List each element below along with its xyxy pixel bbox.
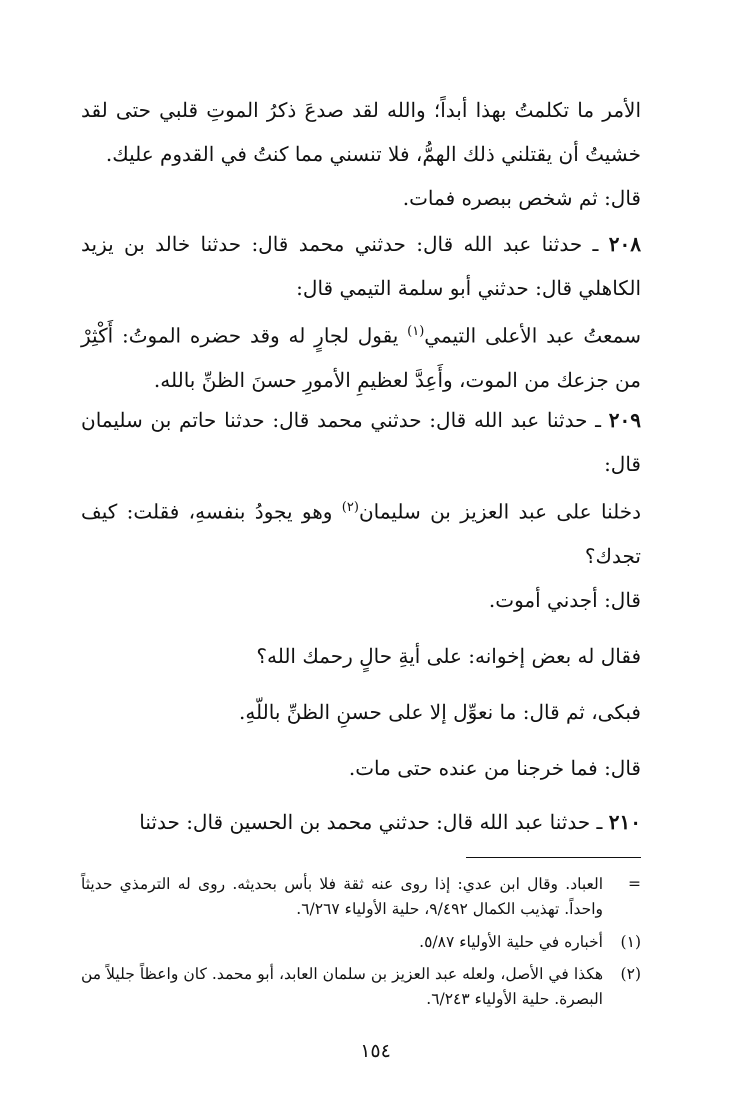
narration-208: [81, 222, 641, 310]
footnote-text: هكذا في الأصل، ولعله عبد العزيز بن سلمان العابد، أبو محمد. كان واعظاً جليلاً من البصرة. حلية الأولياء ٦/٢٤٣.: [81, 965, 603, 1008]
paragraph-weeping: فبكى، ثم قال: ما نعوِّل إلا على حسنِ الظنِّ باللّهِ.: [238, 700, 641, 724]
narration-209: [81, 398, 641, 486]
isnad-text: ـ حدثنا عبد الله قال: حدثني محمد قال: حدثنا خالد بن يزيد الكاهلي قال: حدثني أبو سلمة التيمي قال:: [81, 232, 641, 300]
paragraph-continuation: الأمر ما تكلمتُ بهذا أبداً؛ والله لقد صدعَ ذكرُ الموتِ قلبي حتى لقد خشيتُ أن يقتلني ذلك الهمُّ، فلا تنسني مما كنتُ في القدوم عليك.: [81, 98, 641, 166]
paragraph-abd-al-aziz-visit: دخلنا على عبد العزيز بن سليمان$^{(٢)}$ وهو يجودُ بنفسهِ، فقلت: كيف تجدك؟: [81, 499, 641, 568]
paragraph-brother-question: فقال له بعض إخوانه: على أيةِ حالٍ رحمك الله؟: [256, 644, 641, 668]
isnad-text: ـ حدثنا عبد الله قال: حدثني محمد بن الحسين قال: حدثنا: [139, 810, 609, 834]
footnote-mark: =: [628, 875, 641, 893]
narration-number: ٢٠٩: [608, 408, 641, 432]
footnote-ref-1: (١): [407, 324, 425, 339]
paragraph-death-narration: قال: ثم شخص ببصره فمات.: [402, 186, 641, 210]
footnote-ref-2: (٢): [341, 500, 359, 515]
paragraph-reply: قال: أجدني أموت.: [488, 588, 641, 612]
footnote-continued: [81, 872, 641, 922]
paragraph-abd-al-ala-quote: سمعتُ عبد الأعلى التيمي$^{(١)}$ يقول لجارٍ له وقد حضره الموتُ: أَكْثِرْ من جزعك من الموت، وأَعِدَّ لعظيمِ الأمورِ حسنَ الظنِّ بالله.: [81, 323, 641, 392]
isnad-text: ـ حدثنا عبد الله قال: حدثني محمد قال: حدثنا حاتم بن سليمان قال:: [81, 408, 641, 476]
narration-number: ٢٠٨: [608, 232, 641, 256]
footnote-1: [81, 930, 641, 955]
paragraph-departure: قال: فما خرجنا من عنده حتى مات.: [348, 756, 641, 780]
footnote-mark: (٢): [620, 965, 641, 983]
footnote-mark: (١): [620, 933, 641, 951]
footnote-text: العباد. وقال ابن عدي: إذا روى عنه ثقة فلا بأس بحديثه. روى له الترمذي حديثاً واحداً. تهذيب الكمال ٩/٤٩٢، حلية الأولياء ٦/٢٦٧.: [81, 875, 603, 918]
footnote-divider: [466, 857, 641, 858]
footnote-text: أخباره في حلية الأولياء ٥/٨٧.: [419, 933, 603, 951]
footnote-2: [81, 962, 641, 1012]
page-number: ١٥٤: [360, 1040, 391, 1062]
narration-210: [81, 800, 641, 844]
narration-number: ٢١٠: [608, 810, 641, 834]
